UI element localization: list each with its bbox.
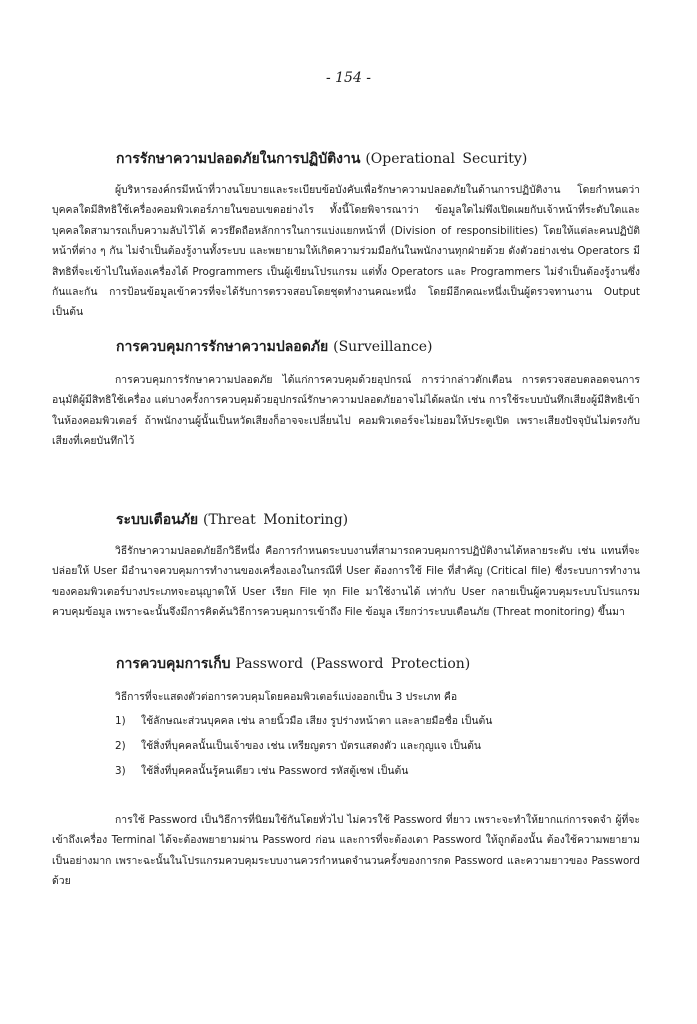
section-title-english: Password (Password Protection) xyxy=(235,656,471,672)
list-item xyxy=(115,712,492,729)
section-paragraph-surveillance: การควบคุมการรักษาความปลอดภัย ได้แก่การควบคุมด้วยอุปกรณ์ การว่ากล่าวตักเตือน การตรวจสอบตลอดจนการอนุมัติผู้มีสิทธิใช้เครื่อง แต่บางครั้งการควบคุมด้วยอุปกรณ์รักษาความปลอดภัยอาจไม่ได้ผลนัก เช่น การใช้ระบบบันทึกเสียงผู้มีสิทธิเข้าในห้องคอมพิวเตอร์ ถ้าพนักงานผู้นั้นเป็นหวัดเสียงก็อาจจะเปลี่ยนไป คอมพิวเตอร์จะไม่ยอมให้ประตูเปิด เพราะเสียงปัจจุบันไม่ตรงกับเสียงที่เคยบันทึกไว้ xyxy=(52,374,640,448)
section-paragraph-password-protection: การใช้ Password เป็นวิธีการที่นิยมใช้กันโดยทั่วไป ไม่ควรใช้ Password ที่ยาว เพราะจะทำให้ยากแก่การจดจำ ผู้ที่จะเข้าถึงเครื่อง Terminal ได้จะต้องพยายามผ่าน Password ก่อน และการที่จะต้องเดา Password ให้ถูกต้องนั้น ต้องใช้ความพยายามเป็นอย่างมาก เพราะฉะนั้นในโปรแกรมควบคุมระบบงานควรกำหนดจำนวนครั้งของการกด Password และความยาวของ Password ด้วย xyxy=(52,814,640,888)
list-number: 3) xyxy=(115,765,126,777)
section-title-operational-security xyxy=(116,148,527,170)
section-title-thai: การควบคุมการรักษาความปลอดภัย xyxy=(116,339,329,355)
section-title-thai: การควบคุมการเก็บ xyxy=(116,656,231,672)
list-text: ใช้สิ่งที่บุคคลนั้นรู้คนเดียว เช่น Password รหัสตู้เซฟ เป็นต้น xyxy=(141,765,409,777)
list-number: 1) xyxy=(115,715,126,727)
section-title-thai: ระบบเตือนภัย xyxy=(116,512,199,528)
section-title-english: (Threat Monitoring) xyxy=(202,512,349,528)
section-title-english: (Surveillance) xyxy=(333,339,433,355)
section-title-english: (Operational Security) xyxy=(365,151,528,167)
list-item xyxy=(115,762,408,779)
section-paragraph-threat-monitoring: วิธีรักษาความปลอดภัยอีกวิธีหนึ่ง คือการกำหนดระบบงานที่สามารถควบคุมการปฏิบัติงานได้หลายระดับ เช่น แทนที่จะปล่อยให้ User มีอำนาจควบคุมการทำงานของเครื่องเองในกรณีที่ User ต้องการใช้ File ที่สำคัญ (Critical file) ซึ่งระบบการทำงานของคอมพิวเตอร์บางประเภทจะอนุญาตให้ User เรียก File ทุก File มาใช้งานได้ เท่ากับ User กลายเป็นผู้ควบคุมระบบโปรแกรมควบคุมข้อมูล เพราะฉะนั้นจึงมีการคิดค้นวิธีการควบคุมการเข้าถึง File ข้อมูล เรียกว่าระบบเตือนภัย (Threat monitoring) ขึ้นมา xyxy=(52,545,640,619)
section-title-password-protection xyxy=(116,653,470,675)
section-paragraph-operational-security: ผู้บริหารองค์กรมีหน้าที่วางนโยบายและระเบียบข้อบังคับเพื่อรักษาความปลอดภัยในด้านการปฏิบัติงาน โดยกำหนดว่าบุคคลใดมีสิทธิใช้เครื่องคอมพิวเตอร์ภายในขอบเขตอย่างไร ทั้งนี้โดยพิจารณาว่า ข้อมูลใดไม่พึงเปิดเผยกับเจ้าหน้าที่ระดับใดและบุคคลใดสามารถเก็บความลับไว้ได้ ควรยึดถือหลักการในการแบ่งแยกหน้าที่ (Division of responsibilities) โดยให้แต่ละคนปฏิบัติหน้าที่ต่าง ๆ กัน ไม่จำเป็นต้องรู้งานทั้งระบบ และพยายามให้เกิดความร่วมมือกันในพนักงานทุกฝ่ายด้วย ดังตัวอย่างเช่น Operators มีสิทธิที่จะเข้าไปในห้องเครื่องได้ Programmers เป็นผู้เขียนโปรแกรม แต่ทั้ง Operators และ Programmers ไม่จำเป็นต้องรู้งานซึ่งกันและกัน การป้อนข้อมูลเข้าควรที่จะได้รับการตรวจสอบโดยชุดทำงานคณะหนึ่ง โดยมีอีกคณะหนึ่งเป็นผู้ตรวจทานงาน Output เป็นต้น xyxy=(52,184,640,319)
list-item xyxy=(115,737,481,754)
list-text: ใช้ลักษณะส่วนบุคคล เช่น ลายนิ้วมือ เสียง รูปร่างหน้าตา และลายมือชื่อ เป็นต้น xyxy=(141,715,493,727)
list-text: ใช้สิ่งที่บุคคลนั้นเป็นเจ้าของ เช่น เหรียญตรา บัตรแสดงตัว และกุญแจ เป็นต้น xyxy=(141,740,481,752)
page-number: - 154 - xyxy=(325,70,372,86)
section-title-threat-monitoring xyxy=(116,509,348,531)
section-title-thai: การรักษาความปลอดภัยในการปฏิบัติงาน xyxy=(116,151,361,167)
section-title-surveillance xyxy=(116,336,432,358)
password-intro-line: วิธีการที่จะแสดงตัวต่อการควบคุมโดยคอมพิวเตอร์แบ่งออกเป็น 3 ประเภท คือ xyxy=(115,691,458,703)
list-number: 2) xyxy=(115,740,126,752)
